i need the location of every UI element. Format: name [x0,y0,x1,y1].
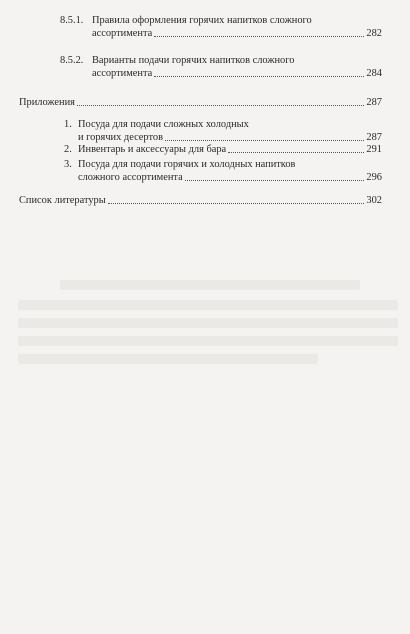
toc-entry-appendix[interactable] [19,96,382,109]
show-through [18,354,318,364]
show-through [18,318,398,328]
leader-dots [154,76,364,77]
leader-dots [77,105,364,106]
toc-entry-title-cont: ассортимента [92,68,153,79]
toc-page-number: 282 [366,28,382,39]
toc-entry-title: Список литературы [19,195,106,206]
toc-page-number: 287 [366,97,382,108]
toc-entry-number: 3. [64,159,72,170]
leader-dots [108,203,365,204]
show-through [60,280,360,290]
toc-entry-title: Правила оформления горячих напитков сложного [92,15,312,26]
leader-dots [165,140,364,141]
toc-entry-title: Инвентарь и аксессуары для бара [78,144,227,155]
toc-entry-title: Приложения [19,97,75,108]
toc-entry-number: 8.5.2. [60,55,84,66]
toc-entry-number: 2. [64,144,72,155]
toc-page-number: 296 [366,172,382,183]
toc-entry-title: Варианты подачи горячих напитков сложного [92,55,295,66]
toc-page-number: 291 [366,144,382,155]
toc-entry-title-cont: ассортимента [92,28,153,39]
show-through [18,336,398,346]
toc-entry-title: Посуда для подачи горячих и холодных напитков [78,159,296,170]
toc-entry-bibliography[interactable] [19,194,382,207]
toc-entry-title-cont: сложного ассортимента [78,172,183,183]
leader-dots [154,36,364,37]
toc-entry-title-cont: и горячих десертов [78,132,163,143]
leader-dots [185,180,365,181]
leader-dots [228,152,364,153]
show-through [18,300,398,310]
toc-entry-title: Посуда для подачи сложных холодных [78,119,249,130]
toc-page-number: 302 [366,195,382,206]
toc-page-number: 287 [366,132,382,143]
toc-entry-number: 8.5.1. [60,15,84,26]
toc-page-number: 284 [366,68,382,79]
toc-entry-number: 1. [64,119,72,130]
